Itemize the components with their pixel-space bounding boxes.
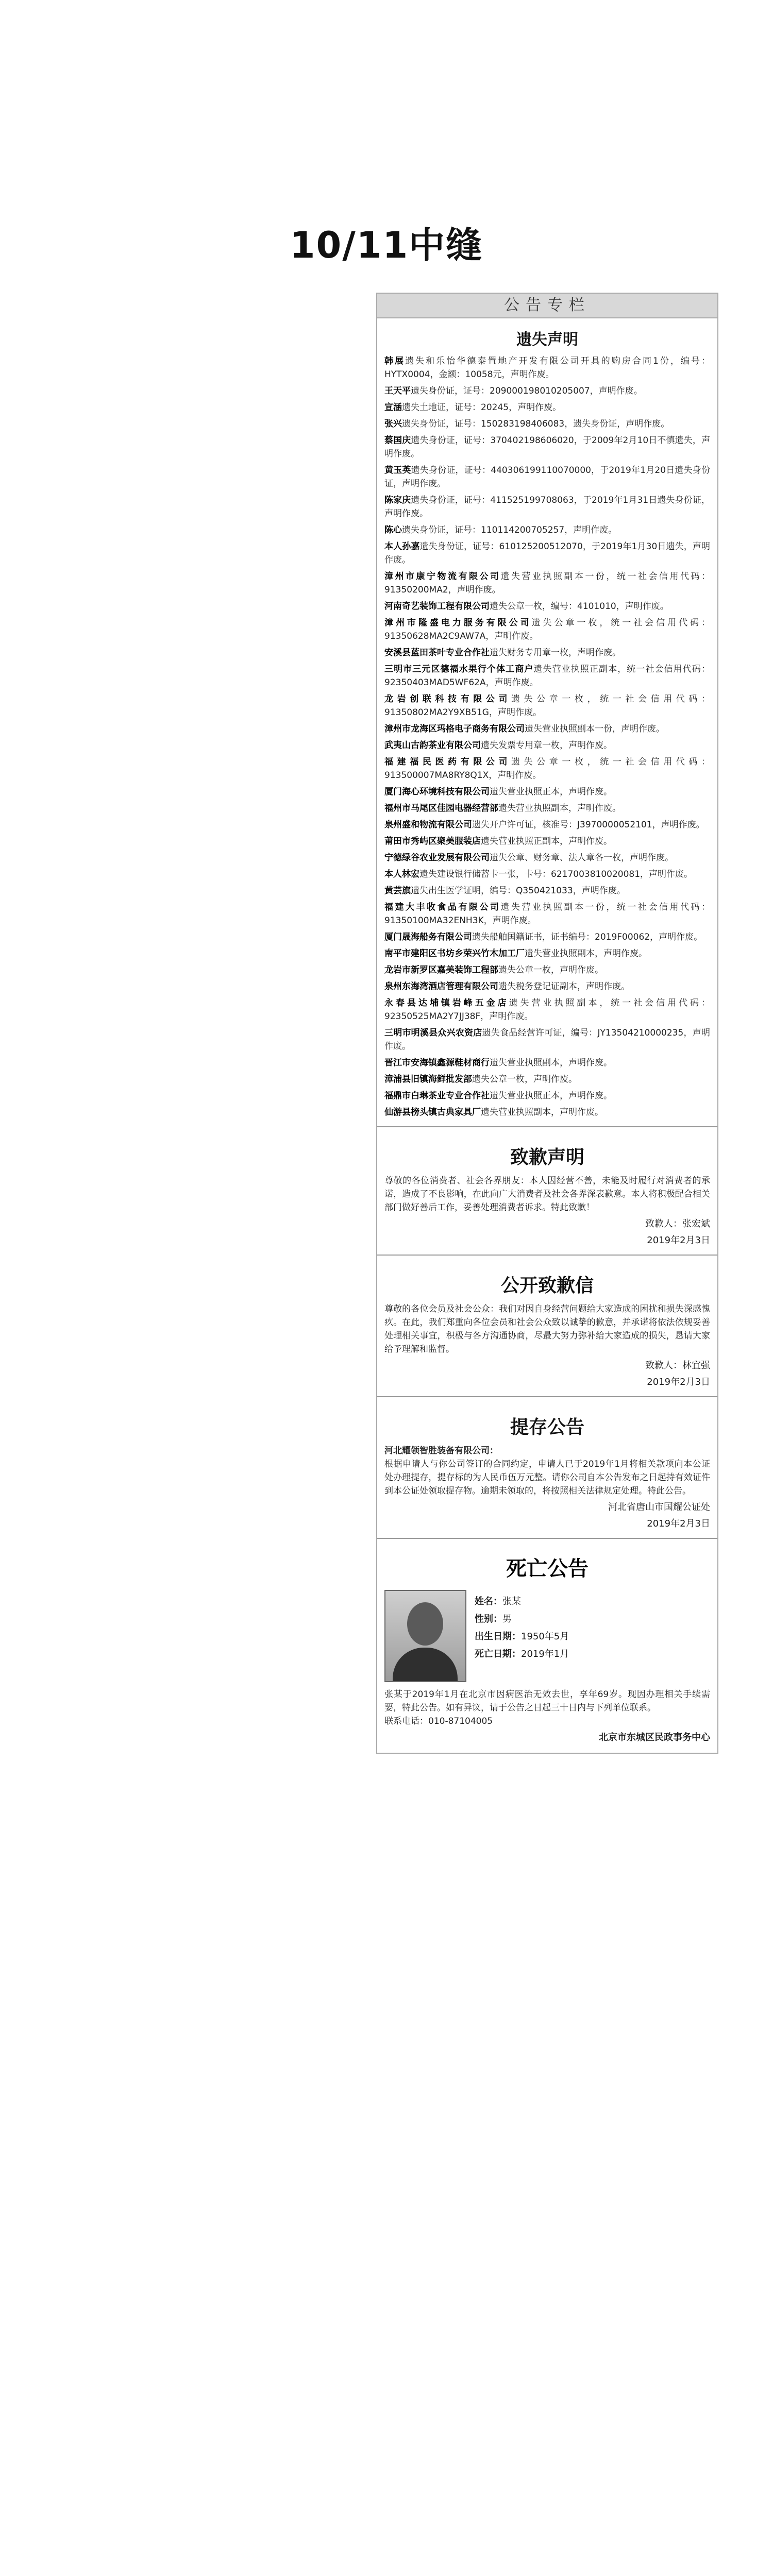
lost-notice-text: 遗失开户许可证，核准号：J3970000052101，声明作废。 xyxy=(472,820,705,830)
divider xyxy=(377,1396,717,1397)
lost-notice-text: 遗失公章一枚，声明作废。 xyxy=(472,1074,577,1084)
divider xyxy=(377,1538,717,1539)
lost-notice-name: 福鼎市白琳茶业专业合作社 xyxy=(384,1091,490,1101)
lost-notice-name: 陈心 xyxy=(384,525,402,535)
lost-notice-name: 蔡国庆 xyxy=(384,435,411,446)
lost-notice-name: 龙岩创联科技有限公司 xyxy=(384,694,511,704)
lost-notice-text: 遗失营业执照副本，声明作废。 xyxy=(490,1058,612,1068)
lost-notice-name: 黄玉英 xyxy=(384,465,411,476)
reminder-body: 根据申请人与你公司签订的合同约定，申请人已于2019年1月将相关款项向本公证处办理提存，提存标的为人民币伍万元整。请你公司自本公告发布之日起持有效证件到本公证处领取提存物。逾期未领取的，将按照相关法律规定处理。特此公告。 xyxy=(384,1459,710,1496)
lost-notice-text: 遗失营业执照副本，声明作废。 xyxy=(525,948,647,959)
death-meta-label: 姓名： xyxy=(475,1596,502,1607)
lost-notice-text: 遗失营业执照正本，声明作废。 xyxy=(490,1091,612,1101)
lost-notice-name: 泉州东海湾酒店管理有限公司 xyxy=(384,981,498,992)
death-notice-contact: 联系电话：010-87104005 xyxy=(384,1716,493,1726)
lost-notice-name: 韩展 xyxy=(384,356,406,366)
death-meta-label: 出生日期： xyxy=(475,1631,521,1642)
lost-notice-entry xyxy=(384,1106,710,1119)
death-meta-value: 男 xyxy=(502,1614,512,1624)
lost-notice-entry xyxy=(384,980,710,993)
lost-notice-list xyxy=(377,354,717,1119)
lost-notice-name: 本人林宏 xyxy=(384,869,419,879)
lost-notice-name: 龙岩市新罗区嘉美装饰工程部 xyxy=(384,965,498,975)
lost-notice-text: 遗失营业执照副本一份，统一社会信用代码：91350200MA2，声明作废。 xyxy=(384,571,710,595)
lost-notice-entry xyxy=(384,663,710,689)
death-notice-title: 死亡公告 xyxy=(506,1557,589,1581)
lost-notice-text: 遗失财务专用章一枚，声明作废。 xyxy=(490,648,621,658)
lost-notice-entry xyxy=(384,1073,710,1086)
lost-notice-entry xyxy=(384,417,710,431)
lost-notice-entry xyxy=(384,739,710,752)
lost-notice-name: 本人孙嘉 xyxy=(384,541,420,552)
death-meta-row xyxy=(475,1628,569,1646)
lost-notice-text: 遗失身份证，证号：150283198406083，遗失身份证，声明作废。 xyxy=(402,419,670,429)
apology-body: 尊敬的各位消费者、社会各界朋友：本人因经营不善，未能及时履行对消费者的承诺，造成了不良影响，在此向广大消费者及社会各界深表歉意。本人将积极配合相关部门做好善后工作，妥善处理消费者诉求。特此致歉！ xyxy=(384,1176,710,1213)
lost-notice-entry xyxy=(384,930,710,944)
lost-notice-text: 遗失土地证，证号：20245，声明作废。 xyxy=(402,402,562,413)
lost-notice-text: 遗失发票专用章一枚，声明作废。 xyxy=(481,740,612,751)
lost-notice-entry xyxy=(384,802,710,815)
lost-notice-entry xyxy=(384,523,710,537)
public-apology-signature: 致歉人：林宜强 xyxy=(645,1360,710,1371)
death-meta-row xyxy=(475,1646,569,1663)
public-apology-date: 2019年2月3日 xyxy=(647,1377,710,1387)
lost-notice-entry xyxy=(384,464,710,490)
lost-notice-entry xyxy=(384,600,710,613)
reminder-title: 提存公告 xyxy=(510,1417,584,1438)
portrait-head xyxy=(407,1602,443,1646)
lost-notice-entry xyxy=(384,755,710,782)
lost-notice-entry xyxy=(384,785,710,799)
lost-notice-text: 遗失身份证，证号：110114200705257，声明作废。 xyxy=(402,525,617,535)
page-header: 10/11中缝 xyxy=(290,224,483,266)
lost-notice-entry xyxy=(384,646,710,659)
reminder-addressee: 河北耀领智胜装备有限公司： xyxy=(384,1446,498,1456)
death-notice-signature: 北京市东城区民政事务中心 xyxy=(599,1732,710,1743)
lost-notice-entry xyxy=(384,354,710,381)
lost-notice-text: 遗失公章一枚，统一社会信用代码：91350802MA2Y9XB51G，声明作废。 xyxy=(384,694,710,718)
lost-notice-text: 遗失营业执照正副本，统一社会信用代码：92350403MAD5WF62A，声明作废。 xyxy=(384,664,711,688)
lost-notice-entry xyxy=(384,868,710,881)
lost-notice-text: 遗失公章一枚，声明作废。 xyxy=(498,965,603,975)
portrait-photo xyxy=(384,1590,466,1682)
apology-section-title: 致歉声明 xyxy=(510,1147,584,1168)
lost-notice-name: 厦门晟海船务有限公司 xyxy=(384,932,472,942)
lost-notice-entry xyxy=(384,494,710,520)
death-meta-value: 2019年1月 xyxy=(521,1649,569,1659)
public-apology-title: 公开致歉信 xyxy=(500,1275,594,1296)
lost-notice-name: 三明市明溪县众兴农资店 xyxy=(384,1028,482,1038)
lost-notice-text: 遗失公章一枚，编号：4101010，声明作废。 xyxy=(490,601,669,612)
lost-notice-entry xyxy=(384,996,710,1023)
lost-notice-entry xyxy=(384,434,710,461)
lost-notice-name: 河南奇艺装饰工程有限公司 xyxy=(384,601,490,612)
lost-notice-name: 莆田市秀屿区聚美服装店 xyxy=(384,836,481,846)
lost-notice-name: 黄芸旗 xyxy=(384,886,411,896)
lost-notice-text: 遗失身份证，证号：209000198010205007，声明作废。 xyxy=(411,386,643,396)
lost-notice-name: 永春县达埔镇岩峰五金店 xyxy=(384,998,509,1008)
death-meta-value: 1950年5月 xyxy=(521,1631,569,1642)
lost-notice-entry xyxy=(384,692,710,719)
lost-notice-name: 漳浦县旧镇海鲜批发部 xyxy=(384,1074,472,1084)
lost-notice-name: 漳州市隆盛电力服务有限公司 xyxy=(384,618,532,628)
lost-notice-entry xyxy=(384,570,710,597)
lost-notice-text: 遗失船舶国籍证书，证书编号：2019F00062，声明作废。 xyxy=(472,932,703,942)
death-meta-value: 张某 xyxy=(502,1596,521,1607)
lost-notice-text: 遗失公章、财务章、法人章各一枚，声明作废。 xyxy=(490,853,674,863)
lost-notice-name: 漳州市康宁物流有限公司 xyxy=(384,571,501,582)
death-meta-label: 性别： xyxy=(475,1614,502,1624)
lost-notice-entry xyxy=(384,884,710,897)
lost-notice-text: 遗失税务登记证副本，声明作废。 xyxy=(498,981,630,992)
lost-notice-entry xyxy=(384,901,710,927)
lost-notice-text: 遗失营业执照副本一份，统一社会信用代码：91350100MA32ENH3K，声明作废。 xyxy=(384,902,710,926)
lost-notice-entry xyxy=(384,722,710,736)
lost-notice-text: 遗失建设银行储蓄卡一张，卡号：6217003810020081，声明作废。 xyxy=(419,869,693,879)
lost-notice-entry xyxy=(384,1089,710,1103)
lost-notice-text: 遗失公章一枚，统一社会信用代码：91350628MA2C9AW7A，声明作废。 xyxy=(384,618,711,641)
apology-date: 2019年2月3日 xyxy=(647,1235,710,1246)
lost-notice-name: 王天平 xyxy=(384,386,411,396)
lost-notice-entry xyxy=(384,540,710,567)
column-title: 公告专栏 xyxy=(377,294,717,318)
divider xyxy=(377,1255,717,1256)
lost-notice-text: 遗失出生医学证明，编号：Q350421033，声明作废。 xyxy=(411,886,626,896)
lost-notice-text: 遗失身份证，证号：370402198606020，于2009年2月10日不慎遗失，声明作废。 xyxy=(384,435,711,459)
lost-notice-name: 三明市三元区德福水果行个体工商户 xyxy=(384,664,534,674)
lost-notice-entry xyxy=(384,835,710,848)
portrait-body xyxy=(393,1648,458,1682)
lost-notice-name: 宣涵 xyxy=(384,402,402,413)
lost-notice-entry xyxy=(384,963,710,977)
lost-notice-name: 福州市马尾区佳园电器经营部 xyxy=(384,803,498,814)
death-meta-row xyxy=(475,1593,569,1611)
lost-section-title: 遗失声明 xyxy=(516,331,578,349)
lost-notice-name: 泉州盛和物流有限公司 xyxy=(384,820,472,830)
lost-notice-name: 武夷山古韵茶业有限公司 xyxy=(384,740,481,751)
lost-notice-text: 遗失食品经营许可证，编号：JY13504210000235，声明作废。 xyxy=(384,1028,710,1052)
lost-notice-entry xyxy=(384,1056,710,1070)
lost-notice-name: 陈家庆 xyxy=(384,495,411,505)
lost-notice-text: 遗失公章一枚，统一社会信用代码：913500007MA8RY8Q1X，声明作废。 xyxy=(384,757,710,781)
lost-notice-name: 漳州市龙海区玛格电子商务有限公司 xyxy=(384,724,525,734)
lost-notice-text: 遗失营业执照正本，声明作废。 xyxy=(490,787,612,797)
lost-notice-name: 南平市建阳区书坊乡荣兴竹木加工厂 xyxy=(384,948,525,959)
lost-notice-text: 遗失身份证，证号：440306199110070000，于2019年1月20日遗失身份证，声明作废。 xyxy=(384,465,710,489)
lost-notice-entry xyxy=(384,851,710,865)
reminder-date: 2019年2月3日 xyxy=(647,1518,710,1529)
lost-notice-entry xyxy=(384,616,710,643)
death-meta-label: 死亡日期： xyxy=(475,1649,521,1659)
lost-notice-name: 张兴 xyxy=(384,419,402,429)
lost-notice-name: 晋江市安海镇鑫源鞋材商行 xyxy=(384,1058,490,1068)
lost-notice-name: 厦门海心环境科技有限公司 xyxy=(384,787,490,797)
lost-notice-entry xyxy=(384,384,710,398)
lost-notice-text: 遗失营业执照副本一份，声明作废。 xyxy=(525,724,665,734)
notice-column xyxy=(376,293,718,1754)
lost-notice-name: 安溪县蓝田茶叶专业合作社 xyxy=(384,648,490,658)
lost-notice-entry xyxy=(384,818,710,832)
death-notice-meta xyxy=(475,1593,569,1663)
lost-notice-text: 遗失营业执照正副本，声明作废。 xyxy=(481,836,612,846)
lost-notice-name: 宁德绿谷农业发展有限公司 xyxy=(384,853,490,863)
divider xyxy=(377,1126,717,1127)
lost-notice-text: 遗失和乐怡华德泰置地产开发有限公司开具的购房合同1份，编号：HYTX0004，金额：10058元，声明作废。 xyxy=(384,356,710,380)
lost-notice-entry xyxy=(384,401,710,414)
lost-notice-entry xyxy=(384,1026,710,1053)
apology-signature: 致歉人：张宏斌 xyxy=(645,1218,710,1229)
lost-notice-text: 遗失身份证，证号：610125200512070，于2019年1月30日遗失，声明作废。 xyxy=(384,541,710,565)
lost-notice-name: 仙游县榜头镇古典家具厂 xyxy=(384,1107,481,1117)
public-apology-body: 尊敬的各位会员及社会公众：我们对因自身经营问题给大家造成的困扰和损失深感愧疚。在此，我们郑重向各位会员和社会公众致以诚挚的歉意，并承诺将依法依规妥善处理相关事宜，积极与各方沟通协商，尽最大努力弥补给大家造成的损失，恳请大家给予理解和监督。 xyxy=(384,1304,710,1354)
lost-notice-text: 遗失营业执照副本，声明作废。 xyxy=(498,803,621,814)
lost-notice-text: 遗失营业执照副本，声明作废。 xyxy=(481,1107,603,1117)
lost-notice-name: 福建大丰收食品有限公司 xyxy=(384,902,501,912)
death-notice-header xyxy=(384,1590,710,1688)
death-notice-body: 张某于2019年1月在北京市因病医治无效去世，享年69岁。现因办理相关手续需要，特此公告。如有异议，请于公告之日起三十日内与下列单位联系。 xyxy=(384,1689,710,1713)
lost-notice-text: 遗失身份证，证号：411525199708063，于2019年1月31日遗失身份证，声明作废。 xyxy=(384,495,711,519)
lost-notice-text: 遗失营业执照副本，统一社会信用代码：92350525MA2Y7JJ38F，声明作废。 xyxy=(384,998,711,1022)
death-meta-row xyxy=(475,1611,569,1628)
lost-notice-name: 福建福民医药有限公司 xyxy=(384,757,511,767)
reminder-signature: 河北省唐山市国耀公证处 xyxy=(608,1502,710,1513)
lost-notice-entry xyxy=(384,947,710,960)
